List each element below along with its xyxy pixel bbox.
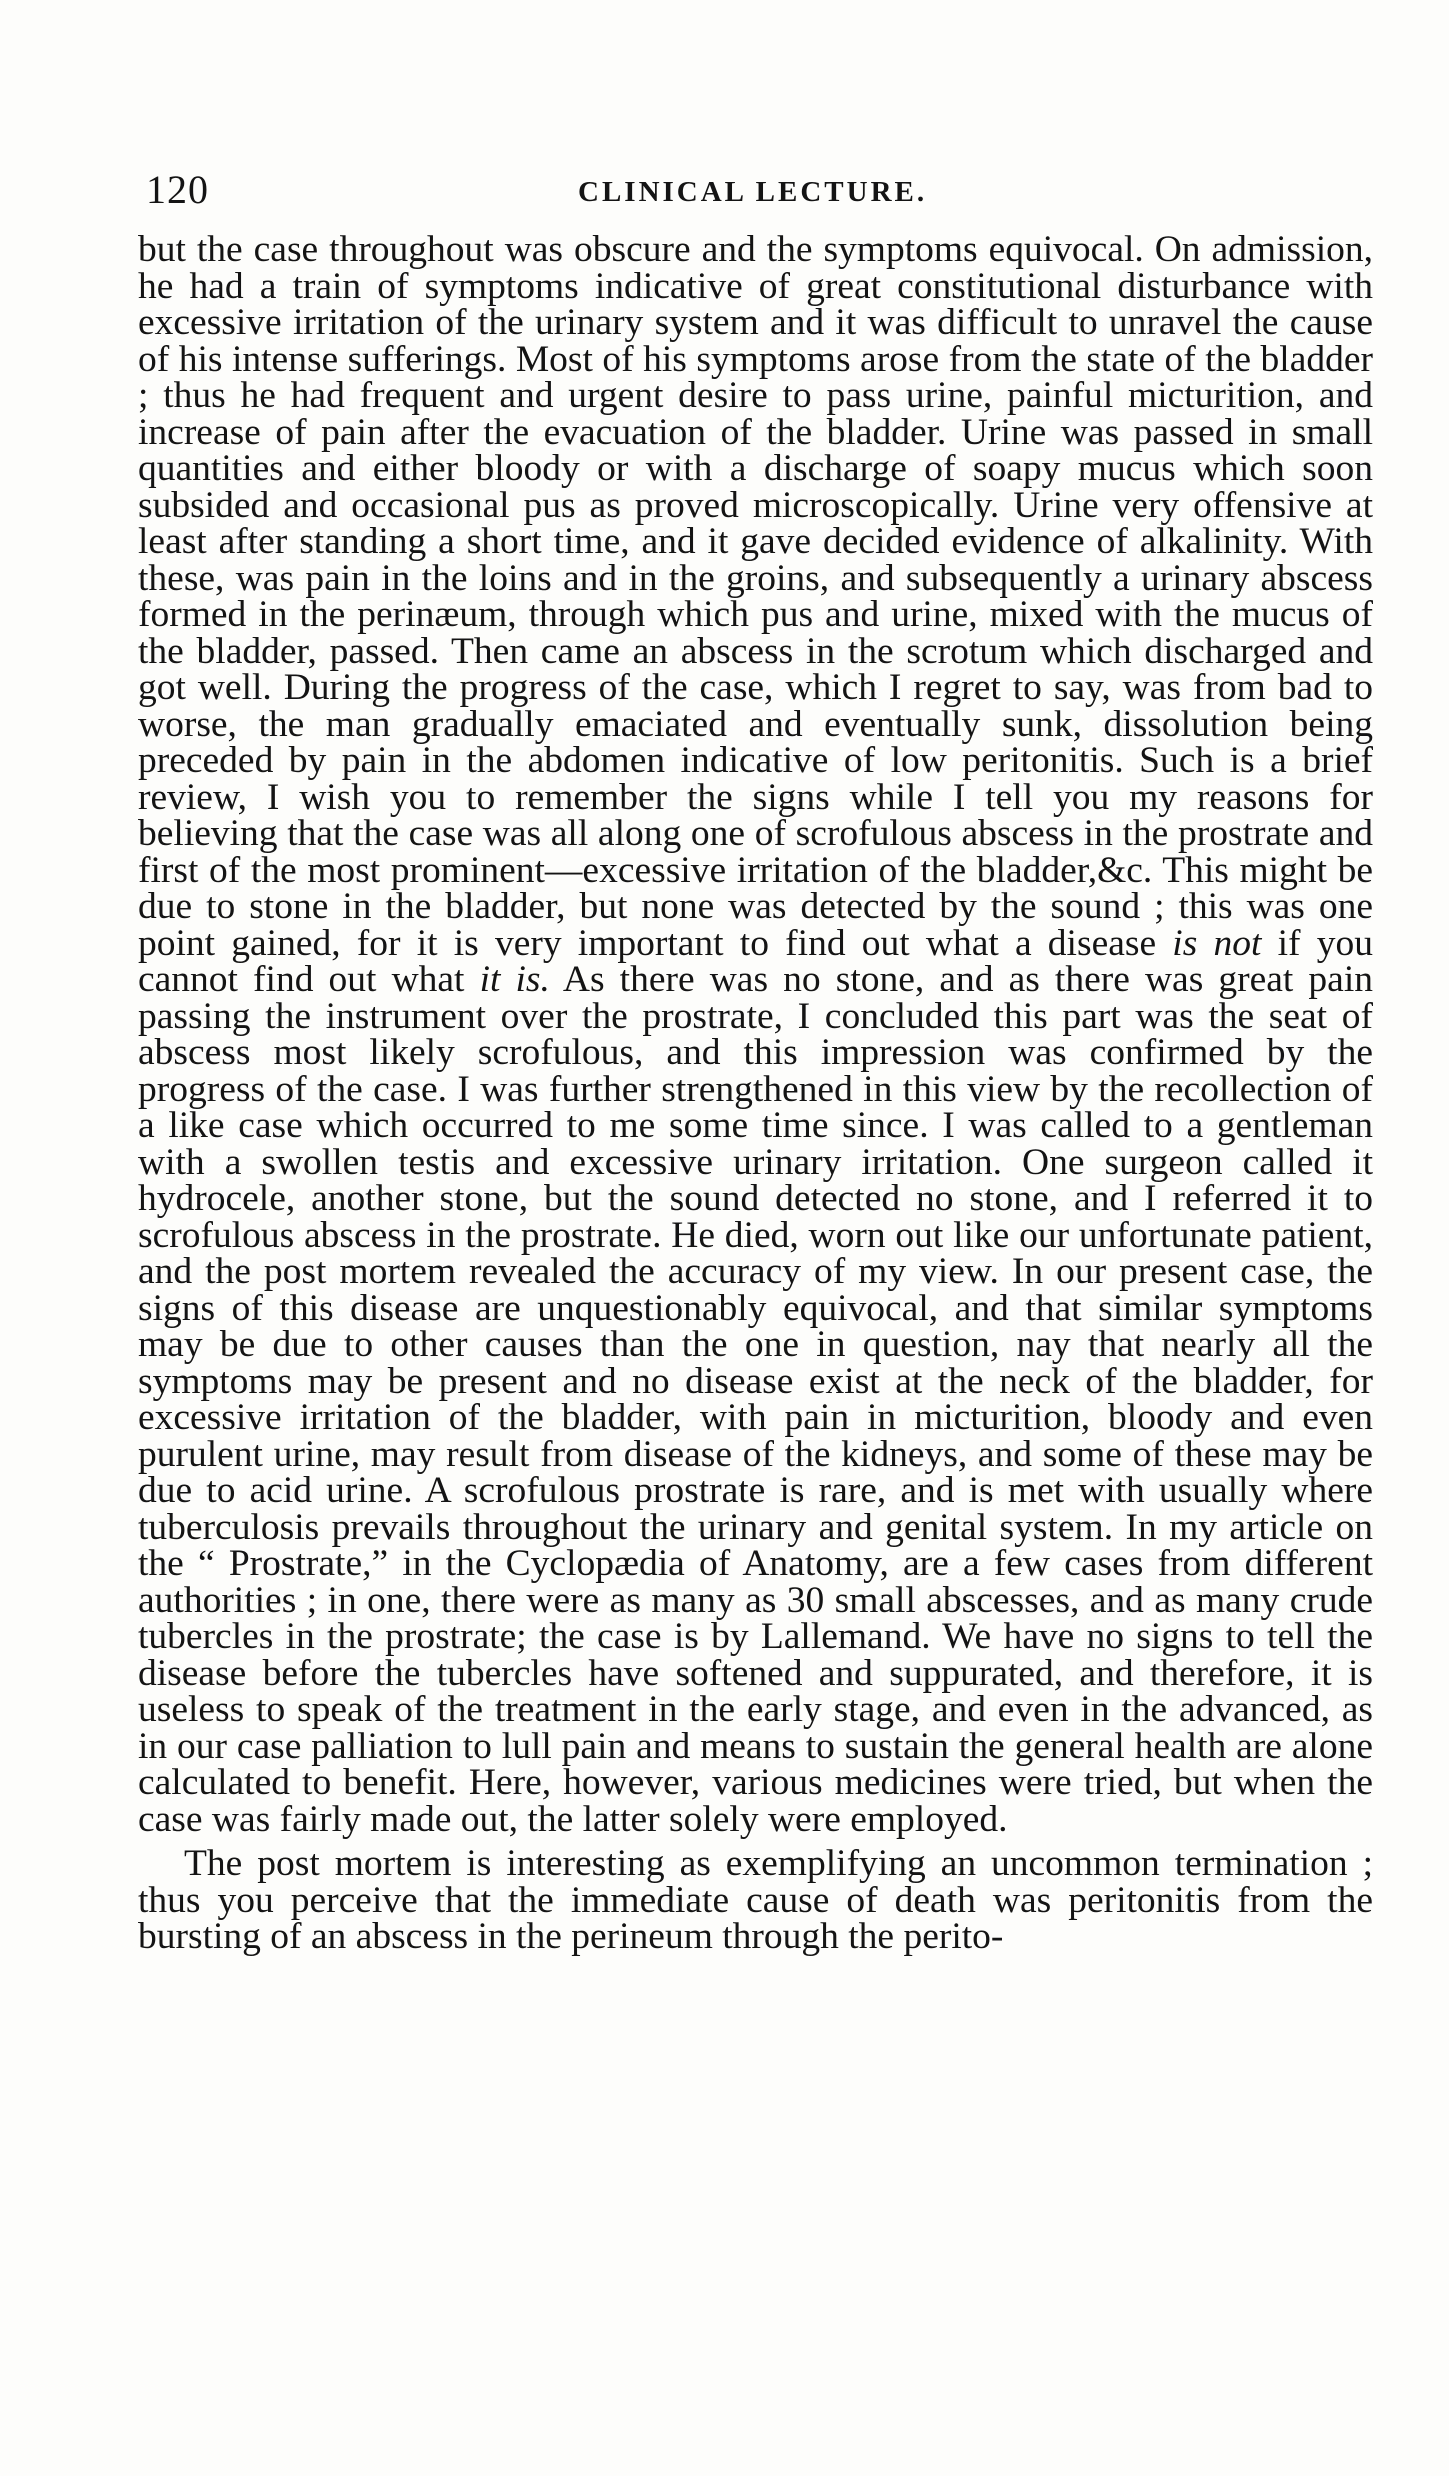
page-header — [138, 160, 1368, 220]
italic-text: it is. — [479, 959, 550, 1000]
body-text — [138, 229, 1373, 1957]
text-segment: The post mortem is interesting as exemplifying an uncommon termination ; thus you perceive that the immediate cause of death was peritonitis from the bursting of an abscess in the perineum through the perito- — [138, 1843, 1373, 1957]
paragraph — [138, 229, 1373, 1840]
text-segment: if you cannot find out what — [138, 922, 1373, 1000]
text-segment: As there was no stone, and as there was great pain passing the instrument over the prostrate, I concluded this part was the seat of abscess most likely scrofulous, and this impression was confirmed by the progress of the case. I was further strengthened in this view by the recollection of a like case which occurred to me some time since. I was called to a gentleman with a swollen testis and excessive urinary irritation. One surgeon called it hydrocele, another stone, but the sound detected no stone, and I referred it to scrofulous abscess in the prostrate. He died, worn out like our unfortunate patient, and the post mortem revealed the accuracy of my view. In our present case, the signs of this disease are unquestionably equivocal, and that similar symptoms may be due to other causes than the one in question, nay that nearly all the symptoms may be present and no disease exist at the neck of the bladder, for excessive irritation of the bladder, with pain in micturition, bloody and even purulent urine, may result from disease of the kidneys, and some of these may be due to acid urine. A scrofulous prostrate is rare, and is met with usually where tuberculosis prevails throughout the urinary and genital system. In my article on the “ Prostrate,” in the Cyclopædia of Anatomy, are a few cases from different authorities ; in one, there were as many as 30 small abscesses, and as many crude tubercles in the prostrate; the case is by Lallemand. We have no signs to tell the disease before the tubercles have softened and suppurated, and therefore, it is useless to speak of the treatment in the early stage, and even in the advanced, as in our case palliation to lull pain and means to sustain the general health are alone calculated to benefit. Here, however, various medicines were tried, but when the case was fairly made out, the latter solely were employed. — [138, 959, 1373, 1840]
text-segment: but the case throughout was obscure and the symptoms equivocal. On admission, he had a train of symptoms indicative of great constitutional disturbance with excessive irritation of the urinary system and it was difficult to unravel the cause of his intense sufferings. Most of his symptoms arose from the state of the bladder ; thus he had frequent and urgent desire to pass urine, painful micturition, and increase of pain after the evacuation of the bladder. Urine was passed in small quantities and either bloody or with a discharge of soapy mucus which soon subsided and occasional pus as proved microscopically. Urine very offensive at least after standing a short time, and it gave decided evidence of alkalinity. With these, was pain in the loins and in the groins, and subsequently a urinary abscess formed in the perinæum, through which pus and urine, mixed with the mucus of the bladder, passed. Then came an abscess in the scrotum which discharged and got well. During the progress of the case, which I regret to say, was from bad to worse, the man gradually emaciated and eventually sunk, dissolution being preceded by pain in the abdomen indicative of low peritonitis. Such is a brief review, I wish you to remember the signs while I tell you my reasons for believing that the case was all along one of scrofulous abscess in the prostrate and first of the most prominent—excessive irritation of the bladder,&c. This might be due to stone in the bladder, but none was detected by the sound ; this was one point gained, for it is very important to find out what a disease — [138, 229, 1373, 964]
page-number: 120 — [146, 167, 209, 212]
italic-text: is not — [1172, 922, 1262, 964]
paragraph — [138, 1843, 1373, 1957]
running-head: CLINICAL LECTURE. — [578, 176, 928, 208]
